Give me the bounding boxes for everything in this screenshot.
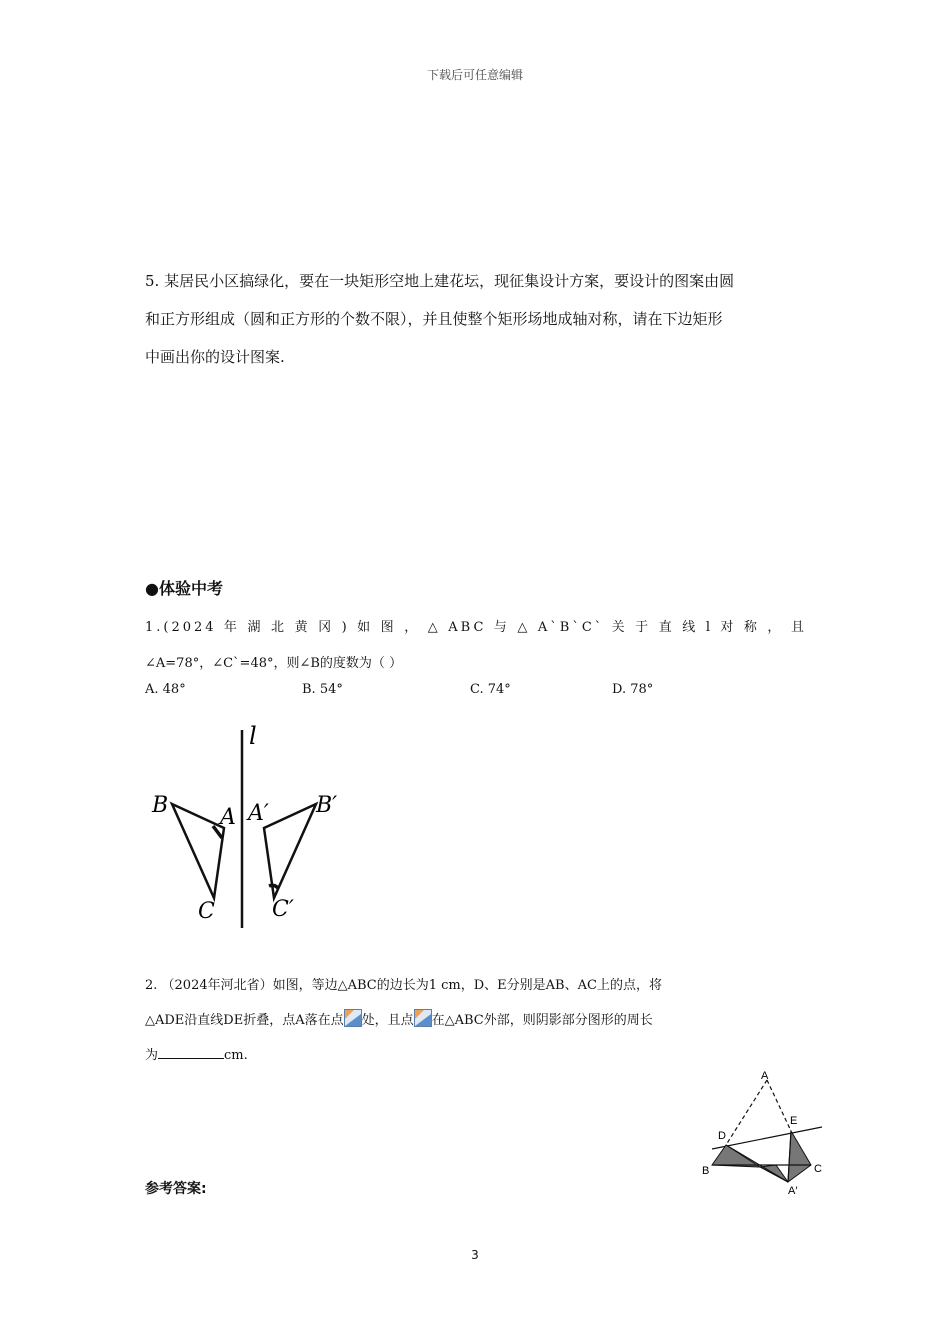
dashed-side-ae bbox=[767, 1080, 791, 1131]
symmetry-figure bbox=[140, 720, 380, 935]
fig2-label-b: B bbox=[702, 1165, 710, 1177]
shaded-right bbox=[788, 1131, 811, 1182]
question-2-line-2-part-1: △ADE沿直线DE折叠，点A落在点 bbox=[145, 1013, 344, 1028]
label-c: C bbox=[198, 899, 215, 924]
option-a: A. 48° bbox=[145, 682, 186, 697]
question-2-line-2 bbox=[145, 1003, 807, 1038]
page-number: 3 bbox=[471, 1248, 479, 1262]
fig2-label-a-prime: A′ bbox=[788, 1185, 798, 1197]
answer-blank[interactable] bbox=[158, 1044, 224, 1059]
label-l: l bbox=[249, 722, 257, 750]
fig2-label-a: A bbox=[761, 1070, 769, 1082]
question-2-line-3-part-2: cm. bbox=[224, 1048, 248, 1063]
triangle-abc bbox=[172, 804, 224, 898]
option-d: D. 78° bbox=[612, 682, 654, 697]
option-b: B. 54° bbox=[302, 682, 343, 697]
question-1-line-1: 1.(2024 年 湖 北 黄 冈 ) 如 图 ， △ ABC 与 △ A`B`C` 关 于 直 线 l 对 称 ， 且 bbox=[145, 620, 807, 635]
question-5-line-2: 和正方形组成（圆和正方形的个数不限），并且使整个矩形场地成轴对称，请在下边矩形 bbox=[145, 310, 723, 328]
label-a: A bbox=[220, 805, 236, 830]
label-b-prime: B′ bbox=[316, 793, 338, 818]
page-header: 下载后可任意编辑 bbox=[426, 68, 523, 82]
question-5-line-3: 中画出你的设计图案. bbox=[145, 348, 285, 366]
shaded-left bbox=[712, 1145, 760, 1167]
question-1-line-2: ∠A=78°，∠C`=48°，则∠B的度数为（ ） bbox=[145, 656, 403, 671]
question-2-line-2-part-2: 处，且点 bbox=[361, 1013, 414, 1028]
fig2-label-c: C bbox=[814, 1163, 822, 1175]
label-c-prime: C′ bbox=[272, 897, 294, 922]
label-a-prime: A′ bbox=[248, 801, 269, 826]
question-2-line-3-part-1: 为 bbox=[145, 1048, 159, 1063]
question-1-options bbox=[145, 682, 745, 706]
fold-line-de bbox=[712, 1127, 822, 1149]
folding-figure bbox=[698, 1064, 833, 1199]
dashed-side-ad bbox=[726, 1080, 767, 1145]
section-title: ●体验中考 bbox=[145, 579, 223, 598]
broken-image-icon bbox=[344, 1009, 362, 1027]
broken-image-icon bbox=[414, 1009, 432, 1027]
question-2-line-2-part-3: 在△ABC外部，则阴影部分图形的周长 bbox=[431, 1013, 653, 1028]
question-2-line-1: 2. （2024年河北省）如图，等边△ABC的边长为1 cm，D、E分别是AB、AC上的点，将 bbox=[145, 978, 662, 993]
fig2-label-d: D bbox=[718, 1130, 726, 1142]
question-2 bbox=[145, 968, 807, 1073]
label-b: B bbox=[152, 793, 169, 818]
answers-title: 参考答案: bbox=[145, 1181, 207, 1197]
question-1 bbox=[145, 610, 807, 682]
question-5-line-1: 5. 某居民小区搞绿化，要在一块矩形空地上建花坛，现征集设计方案，要设计的图案由圆 bbox=[145, 272, 735, 290]
option-c: C. 74° bbox=[470, 682, 511, 697]
question-5 bbox=[145, 262, 810, 376]
fig2-label-e: E bbox=[790, 1115, 798, 1127]
